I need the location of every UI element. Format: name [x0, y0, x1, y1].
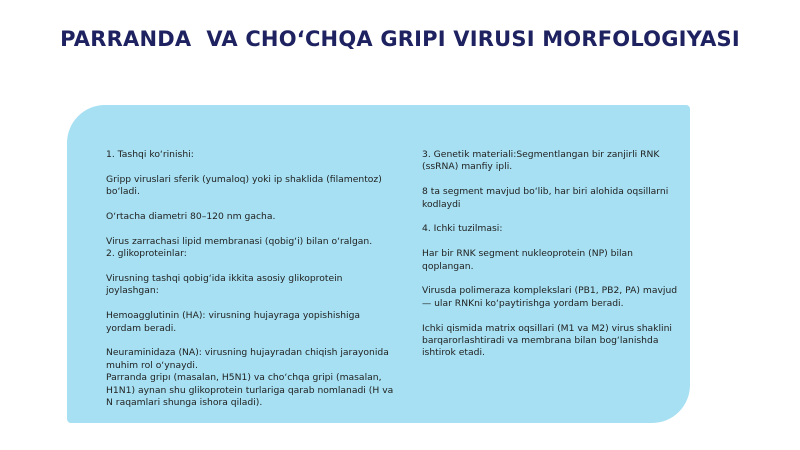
spacer: [106, 223, 396, 235]
paragraph-nucleoprotein: Har bir RNK segment nukleoprotein (NP) bilan qoplangan.: [422, 248, 634, 272]
paragraph-diameter: O‘rtacha diametri 80–120 nm gacha.: [106, 211, 276, 222]
spacer: [422, 310, 684, 322]
paragraph-polymerase: Virusda polimeraza komplekslari (PB1, PB2, PA) mavjud — ular RNKni ko‘paytirishga yordam beradi.: [422, 285, 678, 309]
right-column: [422, 149, 684, 360]
paragraph-naming: Parranda gripı (masalan, H5N1) va cho‘chqa gripi (masalan, H1N1) aynan shu glikoprotein turlariga qarab nomlanadi (H va N raqamlari shunga ishora qiladi).: [106, 372, 394, 409]
paragraph-shape: Gripp viruslari sferik (yumaloq) yoki ip shaklida (filamentoz) bo‘ladi.: [106, 173, 382, 198]
spacer: [106, 261, 396, 273]
paragraph-neuraminidase: Neuraminidaza (NA): virusning hujayradan chiqish jarayonida muhim rol o‘ynaydi.: [106, 347, 389, 371]
paragraph-matrix-proteins: Ichki qismida matrix oqsillari (M1 va M2) virus shaklini barqarorlashtiradi va membrana bilan bog‘lanishda ishtirok etadi.: [422, 322, 672, 359]
left-column: [106, 149, 396, 409]
spacer: [422, 174, 684, 186]
paragraph-membrane: Virus zarrachasi lipid membranasi (qobig‘i) bilan o‘ralgan.: [106, 235, 373, 247]
spacer: [106, 161, 396, 173]
spacer: [422, 236, 684, 248]
spacer: [106, 335, 396, 347]
paragraph-two-glycoproteins: Virusning tashqi qobig‘ida ikkita asosiy glikoprotein joylashgan:: [106, 273, 343, 297]
paragraph-hemagglutinin: Hemoagglutinin (HA): virusning hujayraga yopishishiga yordam beradi.: [106, 310, 361, 334]
spacer: [106, 199, 396, 211]
section-heading-internal-structure: 4. Ichki tuzilmasi:: [422, 223, 503, 235]
section-heading-glycoproteins: 2. glikoproteinlar:: [106, 248, 187, 260]
paragraph-segments: 8 ta segment mavjud bo‘lib, har biri alohida oqsillarni kodlaydi: [422, 186, 669, 210]
section-heading-genetic-material: 3. Genetik materiali:Segmentlangan bir zanjirli RNK (ssRNA) manfiy ipli.: [422, 149, 660, 173]
spacer: [422, 273, 684, 285]
spacer: [106, 298, 396, 310]
section-heading-appearance: 1. Tashqi ko‘rinishi:: [106, 149, 194, 160]
page-title: PARRANDA VA CHO‘CHQA GRIPI VIRUSI MORFOLOGIYASI: [60, 27, 740, 51]
spacer: [422, 211, 684, 223]
